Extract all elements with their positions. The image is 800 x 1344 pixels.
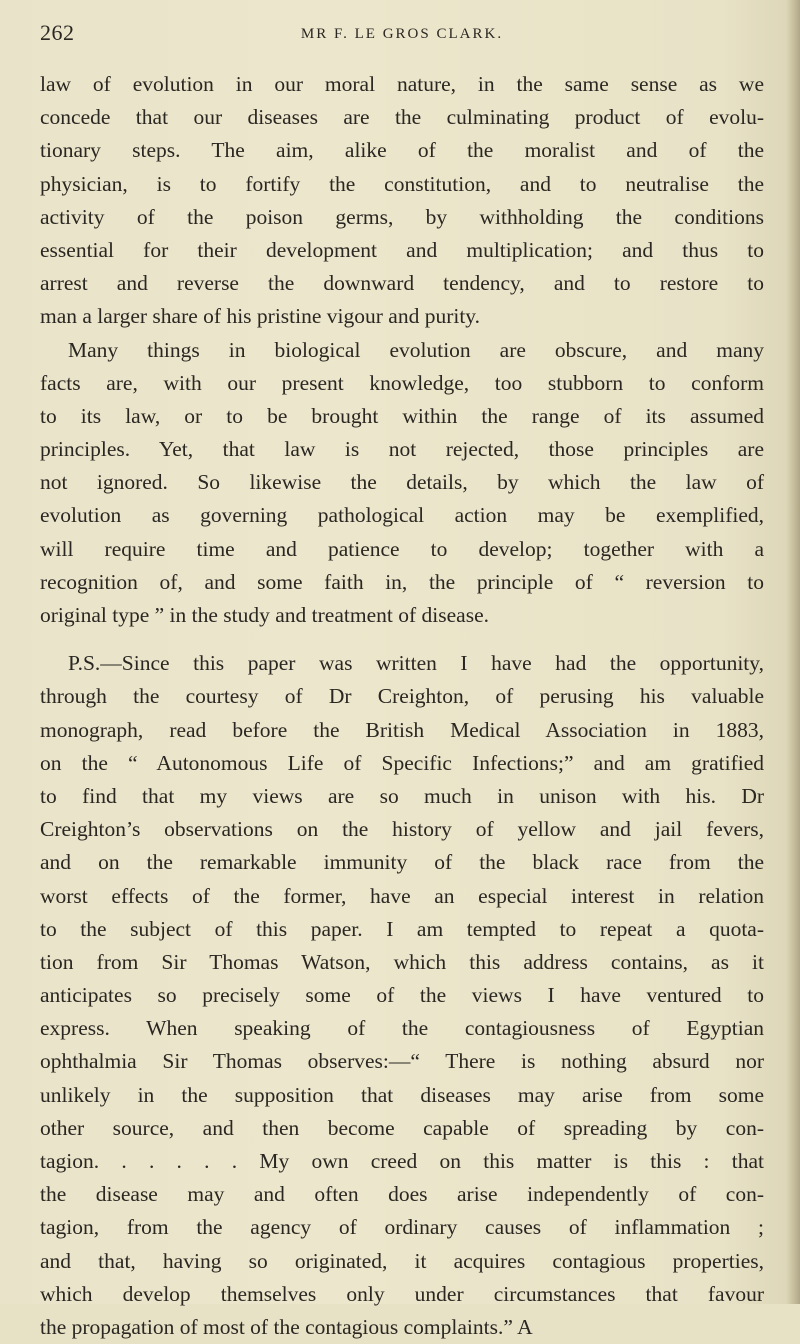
text-line: recognition of, and some faith in, the principle of “ reversion to bbox=[40, 569, 764, 594]
paragraph-gap bbox=[40, 632, 764, 647]
text-line: evolution as governing pathological action may be exemplified, bbox=[40, 503, 764, 528]
text-line: essential for their development and multiplication; and thus to bbox=[40, 237, 764, 262]
text-line: ophthalmia Sir Thomas observes:—“ There is nothing absurd nor bbox=[40, 1049, 764, 1074]
text-line: other source, and then become capable of spreading by con- bbox=[40, 1115, 764, 1140]
text-line: Many things in biological evolution are obscure, and many bbox=[68, 337, 764, 362]
text-line: activity of the poison germs, by withholding the conditions bbox=[40, 204, 764, 229]
text-line: the propagation of most of the contagious complaints.” A bbox=[40, 1314, 533, 1339]
text-line: tagion, from the agency of ordinary causes of inflammation ; bbox=[40, 1215, 764, 1240]
text-line: to the subject of this paper. I am tempted to repeat a quota- bbox=[40, 916, 764, 941]
text-line: P.S.—Since this paper was written I have had the opportunity, bbox=[68, 651, 764, 676]
text-line: which develop themselves only under circumstances that favour bbox=[40, 1281, 764, 1306]
text-line: tionary steps. The aim, alike of the moralist and of the bbox=[40, 138, 764, 163]
text-line: tion from Sir Thomas Watson, which this address contains, as it bbox=[40, 949, 764, 974]
text-line: original type ” in the study and treatment of disease. bbox=[40, 603, 489, 627]
text-line: unlikely in the supposition that diseases may arise from some bbox=[40, 1082, 764, 1107]
page-number: 262 bbox=[40, 20, 75, 45]
body-text bbox=[40, 68, 764, 1344]
text-line: principles. Yet, that law is not rejected, those principles are bbox=[40, 437, 764, 462]
text-line: the disease may and often does arise independently of con- bbox=[40, 1182, 764, 1207]
text-line: and on the remarkable immunity of the black race from the bbox=[40, 850, 764, 875]
text-line: not ignored. So likewise the details, by which the law of bbox=[40, 470, 764, 495]
text-line: facts are, with our present knowledge, too stubborn to conform bbox=[40, 370, 764, 395]
text-line: worst effects of the former, have an especial interest in relation bbox=[40, 883, 764, 908]
text-line: Creighton’s observations on the history of yellow and jail fevers, bbox=[40, 817, 764, 842]
postscript-paragraph bbox=[40, 647, 764, 1344]
running-head: MR F. LE GROS CLARK. bbox=[300, 26, 504, 42]
text-line: man a larger share of his pristine vigour and purity. bbox=[40, 304, 481, 329]
text-line: monograph, read before the British Medical Association in 1883, bbox=[40, 717, 764, 742]
text-line: through the courtesy of Dr Creighton, of perusing his valuable bbox=[40, 684, 764, 709]
text-line: and that, having so originated, it acquires contagious properties, bbox=[40, 1248, 764, 1273]
paragraph bbox=[40, 68, 764, 334]
text-line: to its law, or to be brought within the range of its assumed bbox=[40, 403, 764, 428]
text-line: arrest and reverse the downward tendency, and to restore to bbox=[40, 271, 764, 296]
text-line: tagion. . . . . . My own creed on this matter is this : that bbox=[40, 1149, 764, 1173]
text-line: express. When speaking of the contagiousness of Egyptian bbox=[40, 1016, 764, 1041]
text-line: on the “ Autonomous Life of Specific Infections;” and am gratified bbox=[40, 750, 764, 775]
text-line: law of evolution in our moral nature, in the same sense as we bbox=[40, 72, 764, 96]
page-edge-shadow bbox=[786, 0, 800, 1304]
text-line: physician, is to fortify the constitution, and to neutralise the bbox=[40, 171, 764, 196]
page-header bbox=[40, 18, 764, 52]
paragraph bbox=[40, 334, 764, 633]
text-line: anticipates so precisely some of the views I have ventured to bbox=[40, 983, 764, 1008]
text-line: to find that my views are so much in unison with his. Dr bbox=[40, 783, 764, 808]
text-line: will require time and patience to develop; together with a bbox=[40, 536, 764, 561]
text-line: concede that our diseases are the culminating product of evolu- bbox=[40, 105, 764, 130]
